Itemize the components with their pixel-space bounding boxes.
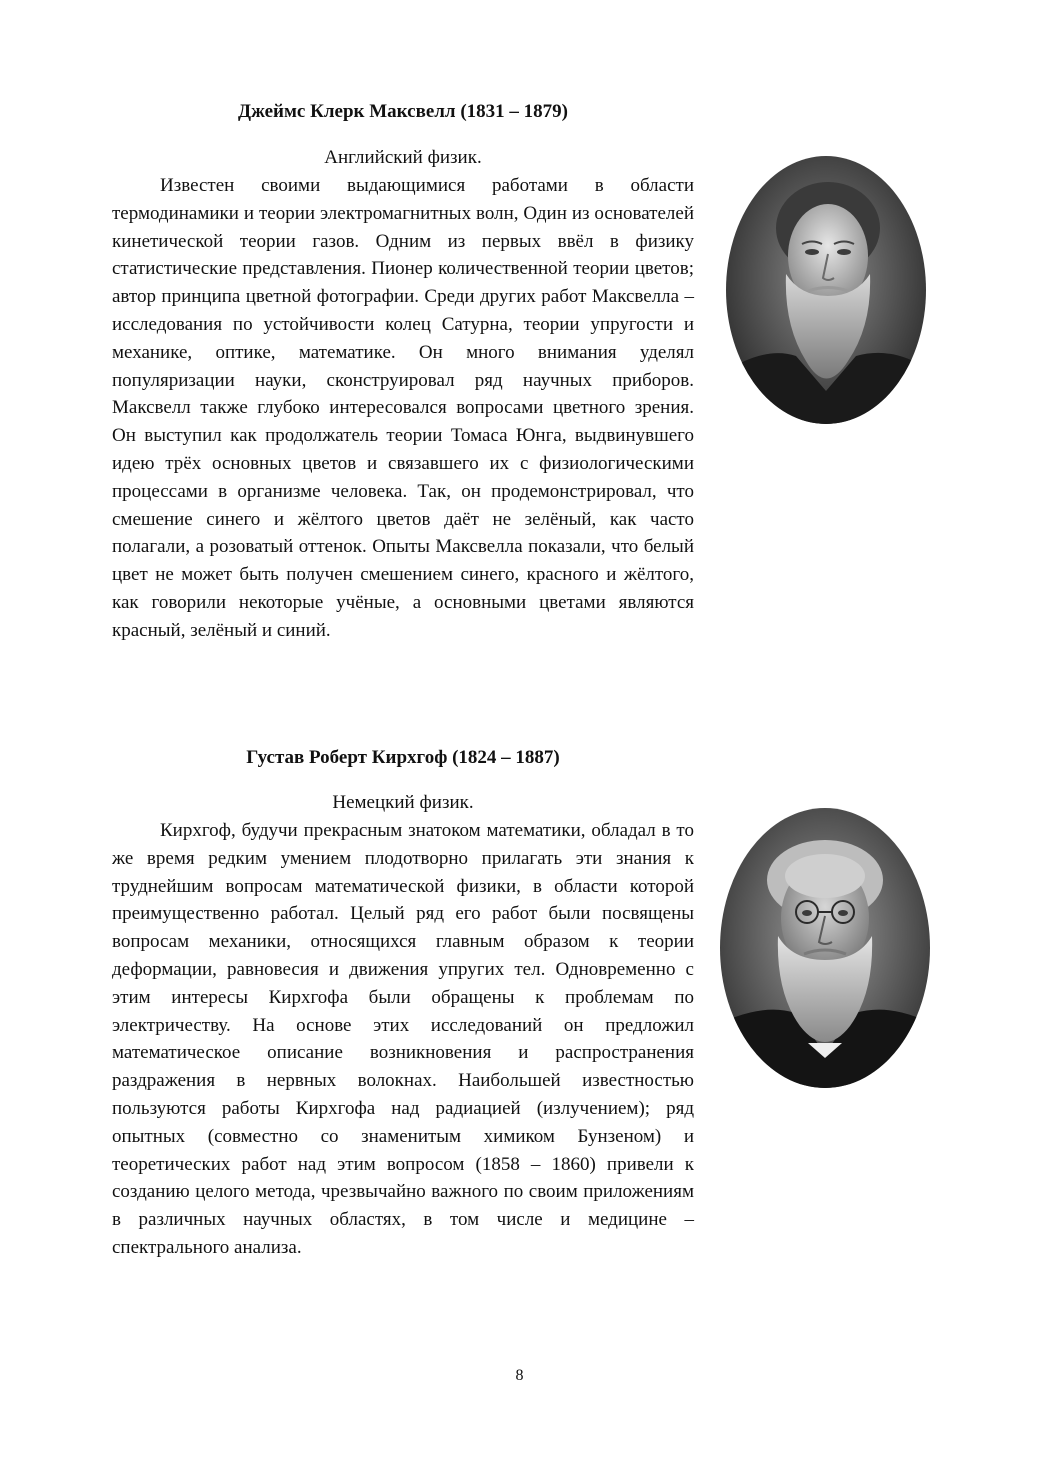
page-number: 8: [515, 1367, 524, 1384]
maxwell-biography: Известен своими выдающимися работами в области термодинамики и теории электромагнитных волн, Один из основателей кинетической теории газов. Одним из первых ввёл в физику статистические представления. Пионер количественной теории цветов; автор принципа цветной фотографии. Среди других работ Максвелла – исследования по устойчивости колец Сатурна, теории упругости и механике, оптике, математике. Он много внимания уделял популяризации науки, сконструировал ряд научных приборов. Максвелл также глубоко интересовался вопросами цветного зрения. Он выступил как продолжатель теории Томаса Юнга, выдвинувшего идею трёх основных цветов и связавшего их с физиологическими процессами в организме человека. Так, он продемонстрировал, что смешение синего и жёлтого цветов даёт не зелёный, как часто полагали, а розоватый оттенок. Опыты Максвелла показали, что белый цвет не может быть получен смешением синего, красного и жёлтого, как говорили некоторые учёные, а основными цветами являются красный, зелёный и синий.: [112, 175, 694, 641]
kirchhoff-subtitle: Немецкий физик.: [332, 792, 474, 813]
maxwell-heading: Джеймс Клерк Максвелл (1831 – 1879): [238, 101, 568, 122]
kirchhoff-biography: Кирхгоф, будучи прекрасным знатоком математики, обладал в то же время редким умением плодотворно прилагать эти знания к труднейшим вопросам математической физики, в области которой преимущественно работал. Целый ряд его работ были посвящены вопросам механики, относящихся главным образом к теории деформации, равновесия и движения упругих тел. Одновременно с этим интересы Кирхгофа были обращены к проблемам по электричеству. На основе этих исследований он предложил математическое описание возникновения и распространения раздражения в нервных волокнах. Наибольшей известностью пользуются работы Кирхгофа над радиацией (излучением); ряд опытных (совместно со знаменитым химиком Бунзеном) и теоретических работ над этим вопросом (1858 – 1860) привели к созданию целого метода, чрезвычайно важного по своим приложениям в различных научных областях, в том числе и медицине – спектрального анализа.: [112, 820, 694, 1258]
kirchhoff-heading: Густав Роберт Кирхгоф (1824 – 1887): [246, 747, 560, 768]
kirchhoff-portrait: [720, 808, 930, 1088]
maxwell-portrait: [726, 156, 926, 424]
maxwell-subtitle: Английский физик.: [324, 147, 482, 168]
